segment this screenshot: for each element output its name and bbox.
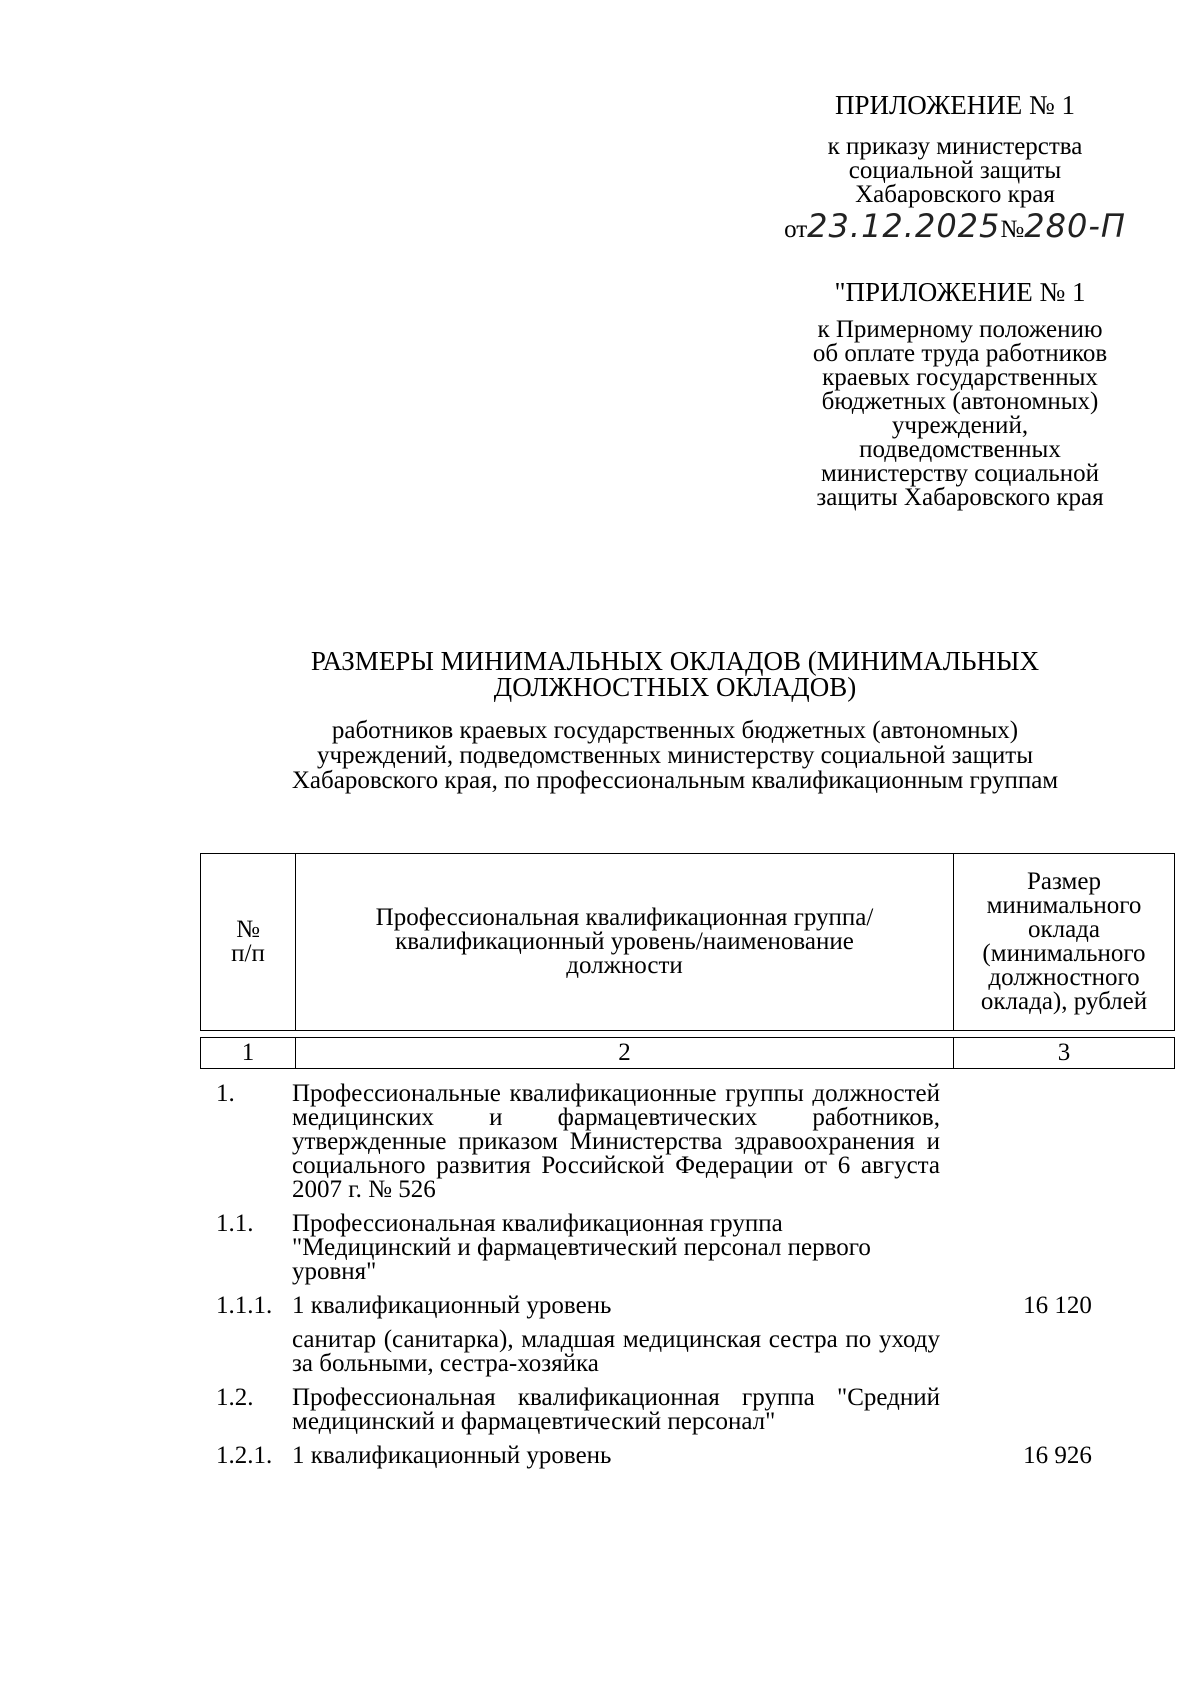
- table-row: [200, 1212, 1175, 1284]
- table-row: [200, 1386, 1175, 1434]
- row-text: Профессиональная квалификационная группа "Медицинский и фармацевтический персонал первого уровня": [292, 1210, 871, 1285]
- appendix-1-line: к приказу министерства: [827, 133, 1083, 160]
- appendix-2-line: подведомственных: [859, 436, 1061, 463]
- order-date-number: [780, 207, 1130, 245]
- table-row: [200, 1444, 1175, 1468]
- row-number: 1.2.: [216, 1384, 254, 1411]
- appendix-2-title: "ПРИЛОЖЕНИЕ № 1: [834, 277, 1086, 307]
- appendix-1-line: Хабаровского края: [855, 181, 1055, 208]
- salary-table-header: [200, 853, 1175, 1069]
- row-number: 1.1.: [216, 1210, 254, 1237]
- from-label: от: [784, 216, 808, 243]
- handwritten-date: 23.12.2025: [807, 207, 1001, 245]
- appendix-2-line: об оплате труда работников: [812, 340, 1108, 367]
- heading-subtitle-line: учреждений, подведомственных министерству социальной защиты: [316, 742, 1033, 769]
- appendix-1-line: социальной защиты: [848, 157, 1062, 184]
- table-row: [200, 1328, 1175, 1376]
- row-text: санитар (санитарка), младшая медицинская сестра по уходу за больными, сестра-хозяйка: [292, 1326, 940, 1377]
- handwritten-number: 280-П: [1024, 207, 1126, 245]
- appendix-2-lines: [785, 318, 1135, 510]
- appendix-1-lines: [780, 135, 1130, 207]
- column-numbers-row: [201, 1038, 1175, 1069]
- column-number: 1: [201, 1038, 296, 1069]
- appendix-2-line: краевых государственных: [822, 364, 1098, 391]
- appendix-2-line: министерству социальной: [820, 460, 1100, 487]
- row-text: Профессиональная квалификационная группа "Средний медицинский и фармацевтический персонал": [292, 1384, 940, 1435]
- salary-table-body: [200, 1082, 1175, 1468]
- heading-subtitle-line: работников краевых государственных бюджетных (автономных): [331, 717, 1019, 744]
- number-label: №: [1000, 216, 1025, 243]
- header-group: Профессиональная квалификационная группа/ квалификационный уровень/наименование должности: [296, 854, 954, 1031]
- column-number: 2: [296, 1038, 954, 1069]
- row-text: 1 квалификационный уровень: [292, 1292, 612, 1319]
- row-text: Профессиональные квалификационные группы должностей медицинских и фармацевтических работников, утвержденные приказом Министерства здравоохранения и социального развития Российской Федерации от 6 августа 2007 г. № 526: [292, 1080, 940, 1203]
- row-number: 1.2.1.: [216, 1442, 273, 1469]
- column-number: 3: [954, 1038, 1175, 1069]
- table-row: [200, 1082, 1175, 1202]
- appendix-1-title: ПРИЛОЖЕНИЕ № 1: [834, 90, 1076, 120]
- row-value: 16 926: [1023, 1442, 1092, 1469]
- appendix-2-line: бюджетных (автономных): [821, 388, 1099, 415]
- table-header-row: [201, 854, 1175, 1031]
- heading-subtitle: [200, 718, 1150, 793]
- heading-title-line: РАЗМЕРЫ МИНИМАЛЬНЫХ ОКЛАДОВ (МИНИМАЛЬНЫХ: [310, 646, 1040, 676]
- table-gap: [201, 1031, 1175, 1038]
- appendix-2-line: к Примерному положению: [817, 316, 1103, 343]
- row-number: 1.: [216, 1080, 235, 1107]
- header-number: № п/п: [201, 854, 296, 1031]
- appendix-2-block: [785, 278, 1135, 510]
- appendix-2-line: защиты Хабаровского края: [816, 484, 1104, 511]
- appendix-2-line: учреждений,: [891, 412, 1029, 439]
- document-heading: [200, 648, 1150, 793]
- header-salary: Размер минимального оклада (минимального должностного оклада), рублей: [954, 854, 1175, 1031]
- row-text: 1 квалификационный уровень: [292, 1442, 612, 1469]
- table-row: [200, 1294, 1175, 1318]
- row-value: 16 120: [1023, 1292, 1092, 1319]
- heading-title-line: ДОЛЖНОСТНЫХ ОКЛАДОВ): [493, 672, 857, 702]
- appendix-1-block: [780, 90, 1130, 245]
- heading-subtitle-line: Хабаровского края, по профессиональным квалификационным группам: [291, 767, 1059, 794]
- row-number: 1.1.1.: [216, 1292, 273, 1319]
